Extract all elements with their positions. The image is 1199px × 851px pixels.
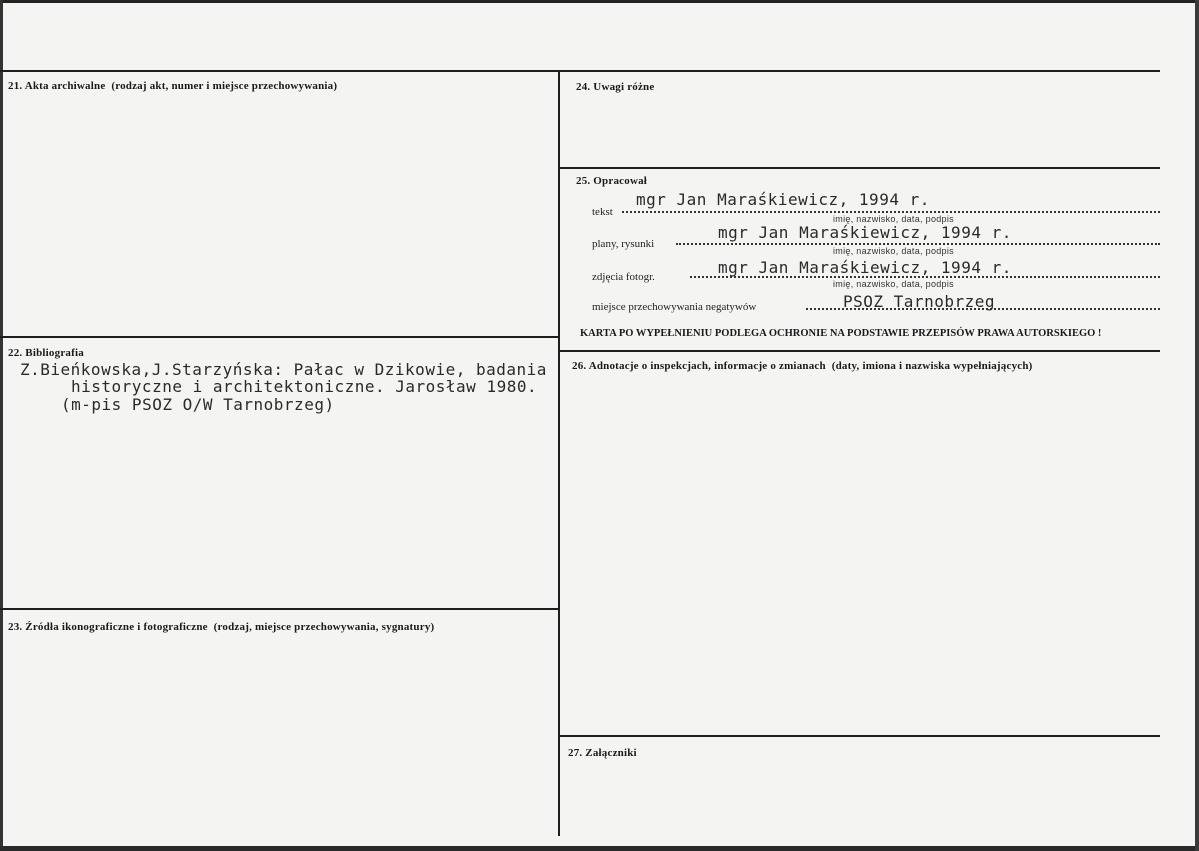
row-zdjecia-label: zdjęcia fotogr. <box>592 271 655 283</box>
row-tekst-line <box>622 211 1160 213</box>
scan-edge-bottom <box>0 846 1199 851</box>
rule-24-25 <box>560 167 1160 169</box>
section-23-sub: (rodzaj, miejsce przechowywania, sygnatury) <box>213 621 435 633</box>
section-22-title: 22. Bibliografia <box>8 347 84 359</box>
rule-26-27 <box>560 735 1160 737</box>
negatives-value: PSOZ Tarnobrzeg <box>843 292 995 311</box>
section-25-title: 25. Opracował <box>576 175 648 187</box>
section-24-title: 24. Uwagi różne <box>576 81 655 93</box>
rule-top <box>0 70 1160 72</box>
row-tekst-hint: imię, nazwisko, data, podpis <box>833 214 954 224</box>
bibliography-line-3: (m-pis PSOZ O/W Tarnobrzeg) <box>61 395 335 414</box>
section-21-label: 21. Akta archiwalne <box>8 80 106 92</box>
row-plany-label: plany, rysunki <box>592 238 655 250</box>
section-26-label: 26. Adnotacje o inspekcjach, informacje o zmianach <box>572 360 826 372</box>
rule-22-23 <box>0 608 560 610</box>
rule-center <box>558 70 560 836</box>
scan-edge-right <box>1195 0 1199 851</box>
scan-edge-top <box>0 0 1199 3</box>
row-tekst-label: tekst <box>592 206 613 218</box>
scan-edge-left <box>0 0 3 851</box>
rule-21-22 <box>0 336 560 338</box>
negatives-label: miejsce przechowywania negatywów <box>592 301 757 313</box>
section-26-sub: (daty, imiona i nazwiska wypełniających) <box>831 360 1033 372</box>
bibliography-line-1: Z.Bieńkowska,J.Starzyńska: Pałac w Dzikowie, badania <box>20 360 547 379</box>
row-plany-hint: imię, nazwisko, data, podpis <box>833 246 954 256</box>
section-27-title: 27. Załączniki <box>568 747 637 759</box>
row-zdjecia-value: mgr Jan Maraśkiewicz, 1994 r. <box>718 258 1012 277</box>
section-21-title <box>8 80 337 92</box>
row-zdjecia-hint: imię, nazwisko, data, podpis <box>833 279 954 289</box>
row-zdjecia-line <box>690 276 1160 278</box>
bibliography-line-2: historyczne i architektoniczne. Jarosław 1980. <box>71 377 538 396</box>
copyright-notice: KARTA PO WYPEŁNIENIU PODLEGA OCHRONIE NA PODSTAWIE PRZEPISÓW PRAWA AUTORSKIEGO ! <box>580 328 1102 339</box>
row-tekst-value: mgr Jan Maraśkiewicz, 1994 r. <box>636 190 930 209</box>
row-plany-value: mgr Jan Maraśkiewicz, 1994 r. <box>718 223 1012 242</box>
row-plany-line <box>676 243 1160 245</box>
section-21-sub: (rodzaj akt, numer i miejsce przechowywania) <box>111 80 338 92</box>
rule-25-26 <box>560 350 1160 352</box>
section-26-title <box>572 360 1033 372</box>
section-23-label: 23. Źródła ikonograficzne i fotograficzne <box>8 621 208 633</box>
section-23-title <box>8 621 434 633</box>
